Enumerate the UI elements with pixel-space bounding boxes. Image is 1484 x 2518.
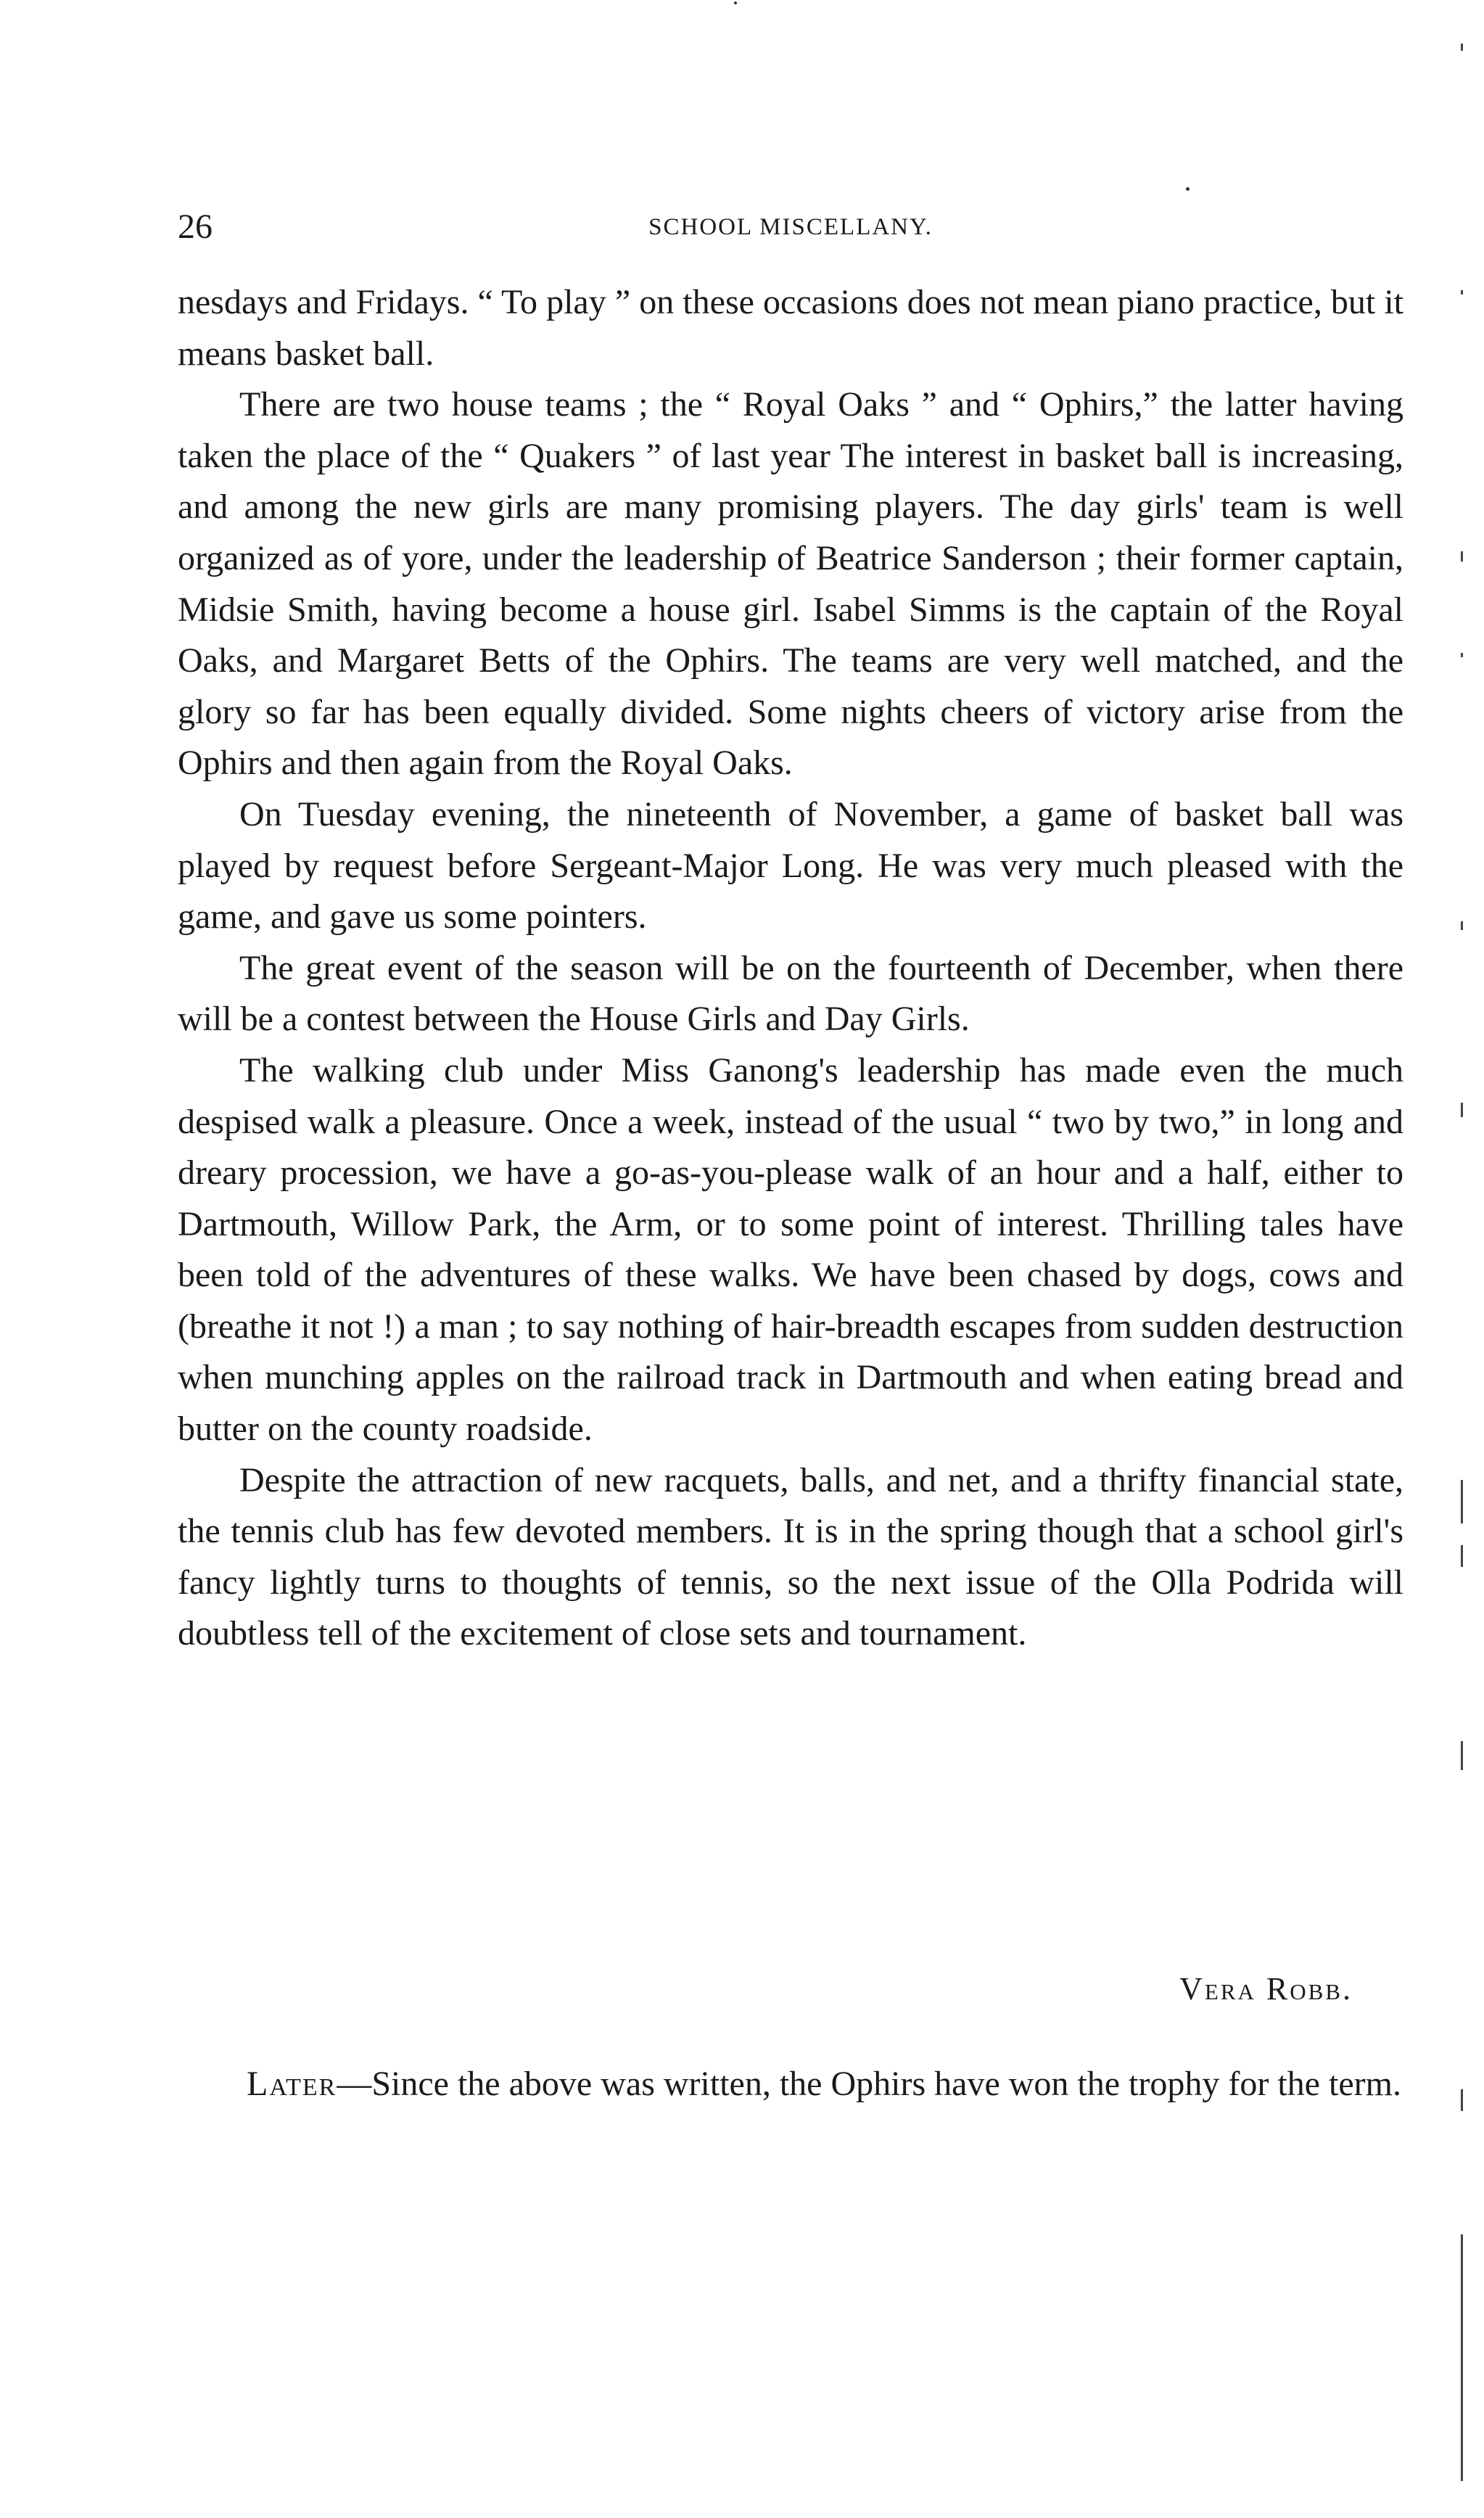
edge-mark (1461, 551, 1463, 561)
edge-mark (1461, 1741, 1463, 1770)
postscript-text: —Since the above was written, the Ophirs have won the trophy for the term. (337, 2065, 1401, 2103)
paragraph-tuesday-game: On Tuesday evening, the nineteenth of November, a game of basket ball was played by request before Sergeant-Major Long. He was very much pleased with the game, and gave us some pointers. (178, 794, 1403, 937)
paragraph-continuation: nesdays and Fridays. “ To play ” on these occasions does not mean piano practice, but it means basket ball. (178, 283, 1403, 373)
edge-mark (1461, 1103, 1463, 1117)
edge-mark (1461, 653, 1463, 657)
paragraph-great-event: The great event of the season will be on the fourteenth of December, when there will be a contest between the House Girls and Day Girls. (178, 948, 1403, 1039)
scan-edge-marks (1455, 0, 1469, 2518)
paragraph-walking-club: The walking club under Miss Ganong's leadership has made even the much despised walk a pleasure. Once a week, instead of the usual “ two by two,” in long and dreary procession, we have a go-as-you-please walk of an hour and a half, either to Dartmouth, Willow Park, the Arm, or to some point of interest. Thrilling tales have been told of the adventures of these walks. We have been chased by dogs, cows and (breathe it not !) a man ; to say nothing of hair-breadth escapes from sudden destruction when munching apples on the railroad track in Dartmouth and when eating bread and butter on the county roadside. (178, 1050, 1403, 1449)
page-number: 26 (178, 207, 213, 246)
page-header (178, 202, 1403, 252)
postscript-label: Later (247, 2065, 337, 2103)
running-head: SCHOOL MISCELLANY. (648, 214, 933, 240)
print-speck (734, 1, 737, 4)
author-signature: Vera Robb. (1179, 1971, 1353, 2007)
edge-mark (1461, 1480, 1463, 1523)
edge-mark (1461, 44, 1463, 51)
edge-mark (1461, 1545, 1463, 1567)
edge-mark (1461, 2234, 1463, 2481)
postscript (185, 2059, 1403, 2110)
print-speck (1186, 187, 1190, 191)
article-body (178, 277, 1403, 1660)
edge-mark (1461, 290, 1463, 295)
paragraph-house-teams: There are two house teams ; the “ Royal Oaks ” and “ Ophirs,” the latter having taken the place of the “ Quakers ” of last year The interest in basket ball is increasing, and among the new girls are many promising players. The day girls' team is well organized as of yore, under the leadership of Beatrice Sanderson ; their former captain, Midsie Smith, having become a house girl. Isabel Simms is the captain of the Royal Oaks, and Margaret Betts of the Ophirs. The teams are very well matched, and the glory so far has been equally divided. Some nights cheers of victory arise from the Ophirs and then again from the Royal Oaks. (178, 385, 1403, 783)
paragraph-tennis-club: Despite the attraction of new racquets, balls, and net, and a thrifty financial state, the tennis club has few devoted members. It is in the spring though that a school girl's fancy lightly turns to thoughts of tennis, so the next issue of the Olla Podrida will doubtless tell of the excitement of close sets and tournament. (178, 1460, 1403, 1653)
edge-mark (1461, 921, 1463, 930)
edge-mark (1461, 2089, 1463, 2111)
